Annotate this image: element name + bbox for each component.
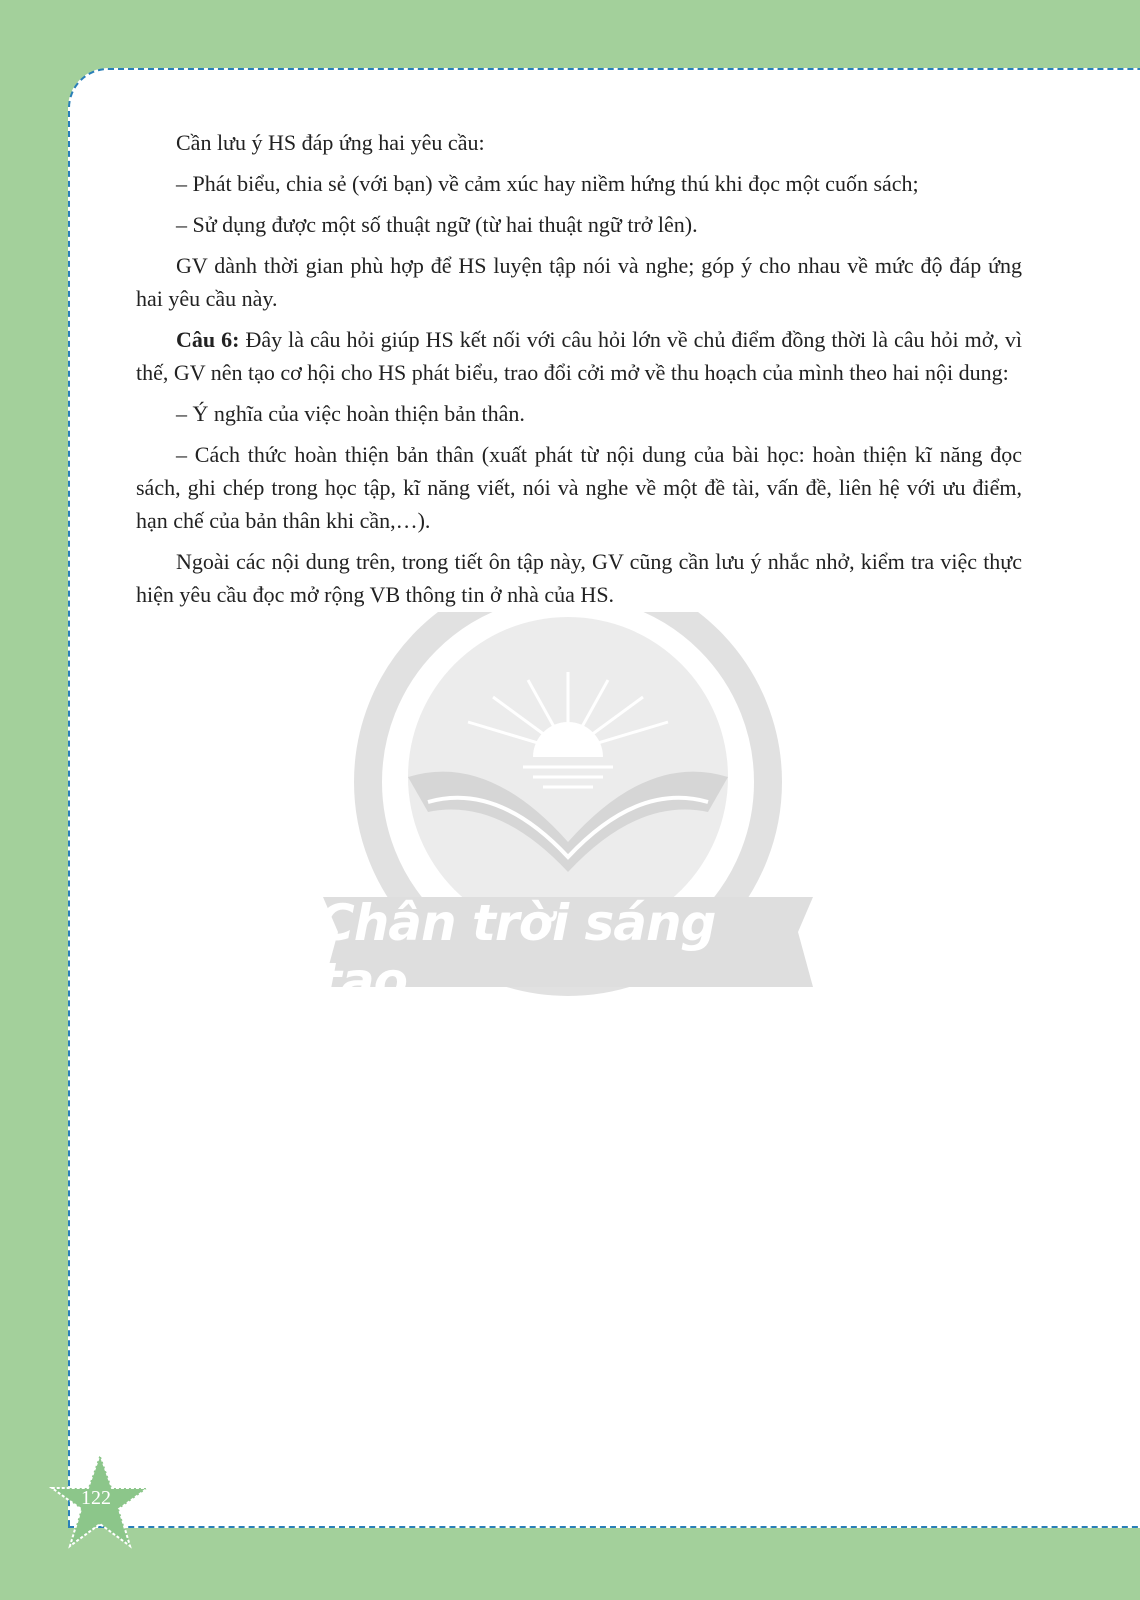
paragraph: – Ý nghĩa của việc hoàn thiện bản thân.	[176, 401, 525, 426]
paragraph: Ngoài các nội dung trên, trong tiết ôn tập này, GV cũng cần lưu ý nhắc nhở, kiểm tra việc thực hiện yêu cầu đọc mở rộng VB thông tin ở nhà của HS.	[136, 549, 1022, 607]
paragraph: – Sử dụng được một số thuật ngữ (từ hai thuật ngữ trở lên).	[176, 212, 698, 237]
watermark-text: Chân trời sáng tạo	[318, 894, 716, 1010]
paragraph: Cần lưu ý HS đáp ứng hai yêu cầu:	[176, 130, 485, 155]
page-number: 122	[81, 1487, 111, 1509]
question-label: Câu 6:	[176, 327, 240, 352]
paragraph: – Phát biểu, chia sẻ (với bạn) về cảm xúc hay niềm hứng thú khi đọc một cuốn sách;	[176, 171, 919, 196]
watermark-logo	[318, 612, 818, 1012]
paragraph: GV dành thời gian phù hợp để HS luyện tập nói và nghe; góp ý cho nhau về mức độ đáp ứng hai yêu cầu này.	[136, 253, 1022, 311]
paragraph: Câu 6: Đây là câu hỏi giúp HS kết nối với câu hỏi lớn về chủ điểm đồng thời là câu hỏi mở, vì thế, GV nên tạo cơ hội cho HS phát biểu, trao đổi cởi mở về thu hoạch của mình theo hai nội dung:	[136, 327, 1022, 385]
document-body	[136, 126, 1022, 619]
paragraph: – Cách thức hoàn thiện bản thân (xuất phát từ nội dung của bài học: hoàn thiện kĩ năng đọc sách, ghi chép trong học tập, kĩ năng viết, nói và nghe về một đề tài, vấn đề, liên hệ với ưu điểm, hạn chế của bản thân khi cần,…).	[136, 442, 1022, 533]
